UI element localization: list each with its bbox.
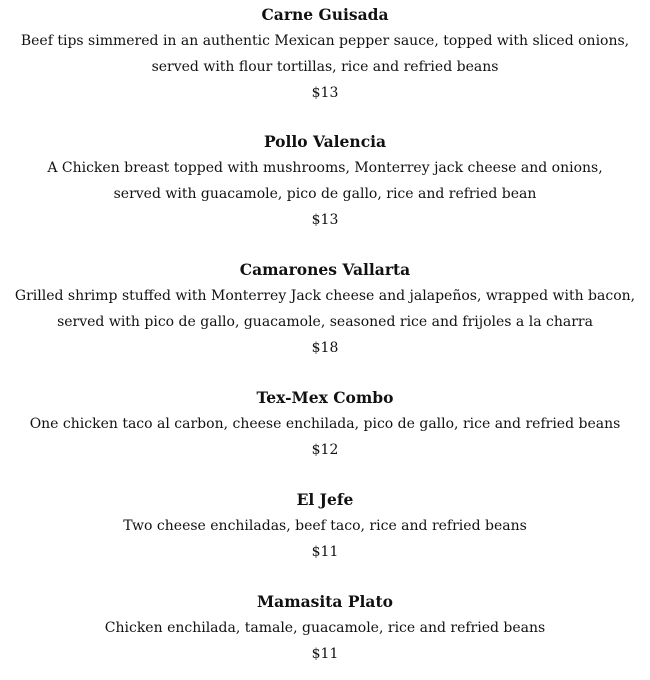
item-price: $12 xyxy=(311,442,339,458)
menu-item-carne-guisada xyxy=(0,2,650,106)
item-description-line: served with flour tortillas, rice and refried beans xyxy=(151,59,499,75)
menu-item-pollo-valencia xyxy=(0,129,650,233)
item-price: $11 xyxy=(311,544,339,560)
item-name: El Jefe xyxy=(296,490,354,509)
item-name: Tex-Mex Combo xyxy=(256,388,394,407)
item-description-line: One chicken taco al carbon, cheese enchilada, pico de gallo, rice and refried beans xyxy=(29,416,621,432)
menu-item-el-jefe xyxy=(0,487,650,565)
item-description-line: Grilled shrimp stuffed with Monterrey Jack cheese and jalapeños, wrapped with bacon, xyxy=(14,288,636,304)
item-name: Camarones Vallarta xyxy=(239,260,411,279)
item-description-line: A Chicken breast topped with mushrooms, Monterrey jack cheese and onions, xyxy=(47,160,603,176)
menu-item-camarones-vallarta xyxy=(0,257,650,361)
item-price: $13 xyxy=(311,212,339,228)
item-description-line: served with guacamole, pico de gallo, rice and refried bean xyxy=(113,186,537,202)
item-name: Carne Guisada xyxy=(261,5,389,24)
item-name: Mamasita Plato xyxy=(257,592,393,611)
item-price: $11 xyxy=(311,646,339,662)
menu-item-mamasita-plato xyxy=(0,589,650,667)
item-name: Pollo Valencia xyxy=(263,132,387,151)
menu-item-tex-mex-combo xyxy=(0,385,650,463)
item-description-line: Beef tips simmered in an authentic Mexican pepper sauce, topped with sliced onions, xyxy=(20,33,630,49)
item-description-line: Chicken enchilada, tamale, guacamole, rice and refried beans xyxy=(104,620,546,636)
item-price: $13 xyxy=(311,85,339,101)
item-description-line: Two cheese enchiladas, beef taco, rice and refried beans xyxy=(123,518,527,534)
item-price: $18 xyxy=(311,340,339,356)
item-description-line: served with pico de gallo, guacamole, seasoned rice and frijoles a la charra xyxy=(57,314,593,330)
